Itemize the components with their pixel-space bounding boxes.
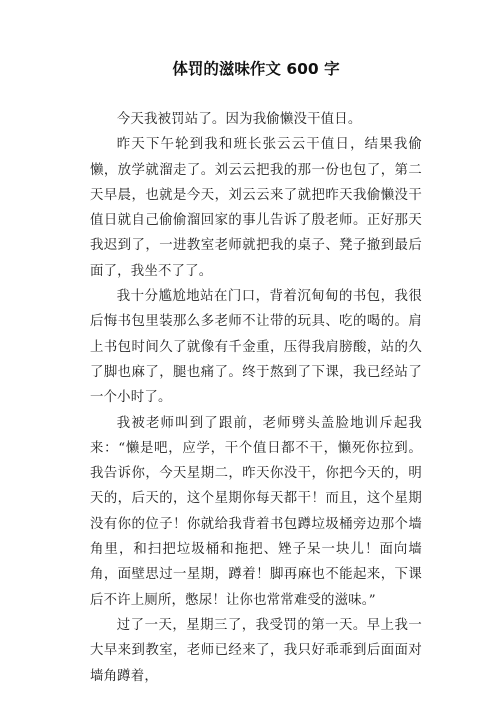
document-title: 体罚的滋味作文 600 字 [172, 60, 340, 78]
paragraph-2: 昨天下午轮到我和班长张云云干值日，结果我偷懒，放学就溜走了。刘云云把我的那一份也包了，第二天早晨，也就是今天，刘云云来了就把昨天我偷懒没干值日就自己偷偷溜回家的事儿告诉了殷老师。正好那天我迟到了，一进教室老师就把我的桌子、凳子撤到最后面了，我坐不了了。 [90, 137, 422, 279]
paragraph-5: 过了一天，星期三了，我受罚的第一天。早上我一大早来到教室，老师已经来了，我只好乖乖到后面面对墙角蹲着， [90, 617, 422, 684]
paragraph-1: 今天我被罚站了。因为我偷懒没干值日。 [116, 112, 362, 127]
paragraph-3: 我十分尴尬地站在门口，背着沉甸甸的书包，我很后悔书包里装那么多老师不让带的玩具、吃的喝的。肩上书包时间久了就像有千金重，压得我肩膀酸，站的久了脚也麻了，腿也痛了。终于熬到了下课，我已经站了一个小时了。 [90, 289, 422, 406]
document-body [90, 107, 422, 689]
paragraph-4: 我被老师叫到了跟前，老师劈头盖脸地训斥起我来：“懒是吧，应学，干个值日都不干，懒死你拉到。我告诉你，今天星期二，昨天你没干，你把今天的，明天的，后天的，这个星期你每天都干！而且，这个星期没有你的位子！你就给我背着书包蹲垃圾桶旁边那个墙角里，和扫把垃圾桶和拖把、矬子呆一块儿！面向墙角，面壁思过一星期，蹲着！脚再麻也不能起来，下课后不许上厕所，憋尿！让你也常常难受的滋味。” [90, 415, 422, 608]
